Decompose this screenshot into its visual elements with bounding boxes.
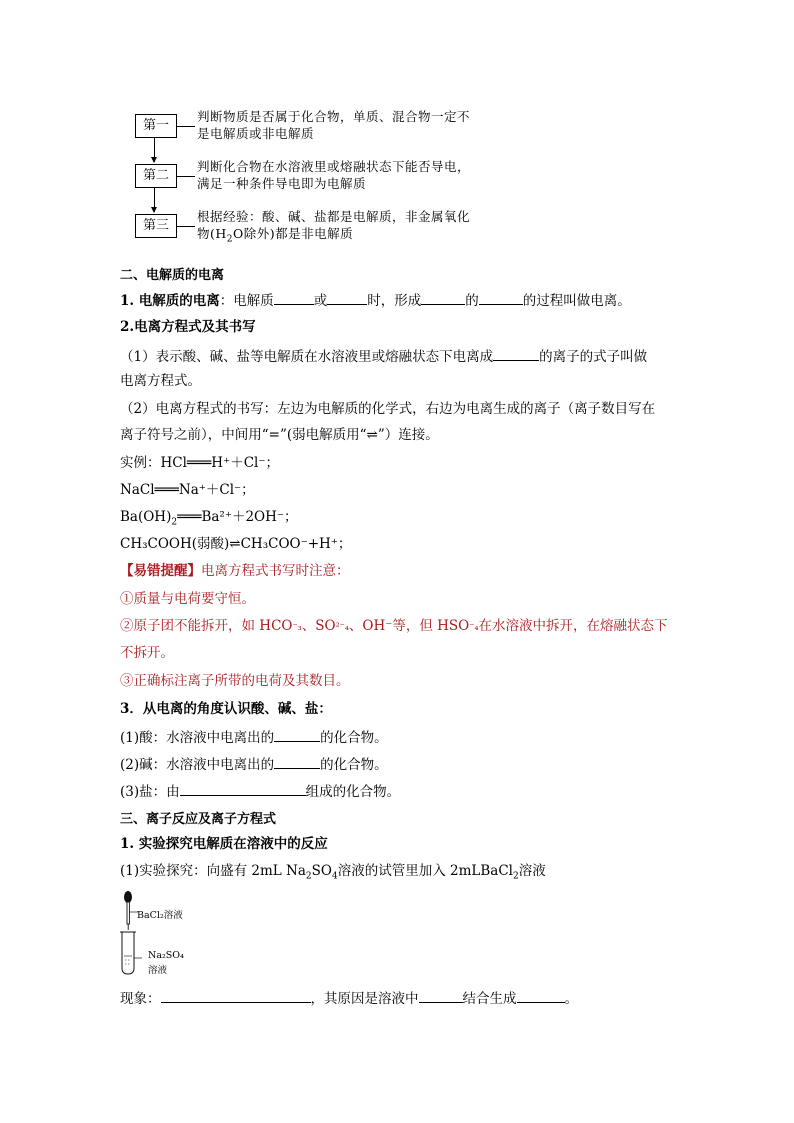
tip-item (120, 617, 680, 637)
question-3-item (120, 727, 680, 747)
text-span: O除外)都是非电解质 (233, 226, 354, 241)
step-text-line (197, 225, 497, 249)
tip-item: ③正确标注离子所带的电荷及其数目。 (120, 673, 350, 689)
connector-line (177, 176, 195, 177)
text-span: 的离子的式子叫做 (539, 349, 648, 365)
answer-blank[interactable] (517, 988, 565, 1003)
step-text-third (197, 208, 497, 249)
tip-heading (120, 562, 680, 580)
text-span: ═══Ba²⁺＋2OH⁻； (177, 509, 298, 525)
tube-label: Na₂SO₄ (148, 950, 184, 961)
example-equation: NaCl═══Na⁺＋Cl⁻； (120, 482, 255, 498)
text-span: (2)碱：水溶液中电离出的 (120, 757, 275, 773)
dropper-and-tube-icon (118, 890, 148, 976)
question-3-item (120, 754, 680, 774)
question-3-item (120, 781, 680, 801)
section-heading: 二、电解质的电离 (120, 268, 225, 283)
tip-item: 不拆开。 (120, 645, 174, 661)
tip-item: ①质量与电荷要守恒。 (120, 591, 255, 607)
down-arrow (154, 188, 155, 212)
text-span: 时，形成 (367, 293, 422, 309)
example-equation: CH₃COOH(弱酸)⇌CH₃COO⁻+H⁺； (120, 536, 352, 552)
text-span: 溶液的试管里加入 2mLBaCl (337, 863, 513, 879)
answer-blank[interactable] (274, 727, 320, 742)
text-span: 的 (465, 293, 479, 309)
answer-blank[interactable] (327, 290, 367, 305)
answer-blank[interactable] (493, 346, 539, 361)
paragraph-line: （2）电离方程式的书写：左边为电解质的化学式，右边为电离生成的离子（离子数目写在 (120, 401, 656, 417)
paragraph-line: 电离方程式。 (120, 373, 201, 389)
text-span: Ba(OH) (120, 509, 172, 525)
text-span: 物(H (197, 226, 227, 241)
text-span: 的过程叫做电离。 (522, 293, 631, 309)
experiment-description (120, 862, 680, 886)
text-span: ：电解质 (219, 293, 274, 309)
text-span: 、OH⁻等，但 HSO (348, 618, 470, 634)
text-span: (3)盐：由 (120, 784, 180, 800)
experiment-heading: 1. 实验探究电解质在溶液中的反应 (120, 836, 328, 852)
connector-line (177, 126, 195, 127)
answer-blank[interactable] (180, 781, 306, 796)
step-text-line: 是电解质或非电解质 (197, 126, 315, 141)
ion-charge: ⁻₄ (469, 622, 479, 633)
text-span: 现象： (120, 991, 161, 1007)
subscript: 4 (331, 871, 338, 882)
text-span: 的化合物。 (320, 730, 388, 746)
answer-blank[interactable] (421, 290, 465, 305)
tube-label: 溶液 (148, 965, 168, 976)
down-arrow (154, 138, 155, 162)
connector-line (177, 226, 195, 227)
observation-line (120, 988, 680, 1008)
answer-blank[interactable] (419, 988, 463, 1003)
answer-blank[interactable] (161, 988, 311, 1003)
question-3-heading: 3．从电离的角度认识酸、碱、盐： (120, 701, 332, 717)
step-box-third: 第三 (135, 214, 177, 238)
step-text-line: 满足一种条件导电即为电解质 (197, 176, 367, 191)
answer-blank[interactable] (274, 754, 320, 769)
example-equation (120, 508, 680, 532)
text-span: (1)酸：水溶液中电离出的 (120, 730, 275, 746)
subscript: 2 (226, 234, 234, 245)
tip-title: 电离方程式书写时注意： (201, 563, 350, 579)
step-text-line: 判断化合物在水溶液里或熔融状态下能否导电， (197, 159, 471, 174)
test-tube-figure (118, 890, 208, 980)
answer-blank[interactable] (274, 290, 314, 305)
step-box-second: 第二 (135, 164, 177, 188)
question-label: 1. 电解质的电离 (120, 293, 220, 309)
answer-blank[interactable] (479, 290, 523, 305)
subscript: 2 (305, 871, 312, 882)
criteria-flowchart (130, 108, 510, 248)
ion-charge: ⁻₃ (292, 622, 302, 633)
paragraph-line: 离子符号之前），中间用“=”(弱电解质用“⇌”）连接。 (120, 427, 439, 443)
text-span: (1)实验探究：向盛有 2mL Na (120, 863, 306, 879)
step-text-line: 根据经验：酸、碱、盐都是电解质，非金属氧化 (197, 209, 471, 224)
question-1 (120, 290, 680, 310)
step-text-line: 判断物质是否属于化合物，单质、混合物一定不 (197, 109, 471, 124)
section-heading: 三、离子反应及离子方程式 (120, 812, 277, 827)
text-span: 。 (564, 991, 578, 1007)
tip-tag: 【易错提醒】 (120, 563, 201, 579)
text-span: SO (311, 863, 332, 879)
text-span: 或 (313, 293, 328, 309)
text-span: ，其原因是溶液中 (310, 991, 419, 1007)
step-box-first: 第一 (135, 114, 177, 138)
subscript: 2 (171, 517, 178, 528)
question-2-heading: 2.电离方程式及其书写 (120, 319, 256, 335)
paragraph-line (120, 346, 680, 366)
dropper-label: BaCl₂溶液 (137, 910, 183, 921)
example-equation: 实例：HCl═══H⁺＋Cl⁻； (120, 455, 279, 471)
text-span: 结合生成 (462, 991, 517, 1007)
text-span: 的化合物。 (320, 757, 388, 773)
subscript: 2 (512, 871, 519, 882)
text-span: 、SO (301, 618, 336, 634)
ion-charge: ²⁻₄ (335, 622, 349, 633)
text-span: 溶液 (518, 863, 546, 879)
step-text-second (197, 158, 497, 192)
text-span: ②原子团不能拆开，如 HCO (120, 618, 293, 634)
text-span: （1）表示酸、碱、盐等电解质在水溶液里或熔融状态下电离成 (120, 349, 494, 365)
step-text-first (197, 108, 497, 142)
text-span: 在水溶液中拆开，在熔融状态下 (478, 618, 668, 634)
text-span: 组成的化合物。 (305, 784, 401, 800)
